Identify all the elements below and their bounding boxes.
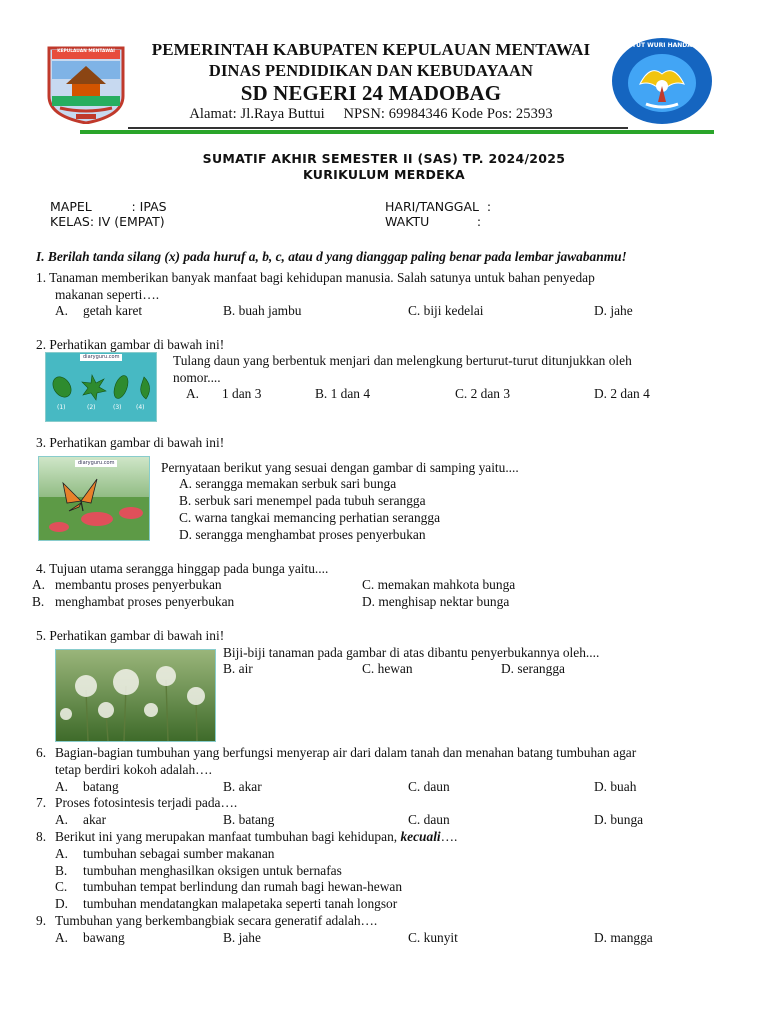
leaf-label-2: (2): [87, 404, 96, 411]
q6-line2: tetap berdiri kokoh adalah….: [55, 762, 212, 777]
q8-kecuali: kecuali: [400, 829, 441, 844]
q4-option-a-letter: A.: [32, 577, 46, 592]
q4-option-b: menghambat proses penyerbukan: [55, 594, 235, 609]
q3-option-d: D. serangga menghambat proses penyerbukan: [179, 527, 426, 542]
q8-option-d: tumbuhan mendatangkan malapetaka seperti tanah longsor: [83, 896, 398, 911]
q2-option-b: B. 1 dan 4: [315, 386, 371, 401]
q3-text: Pernyataan berikut yang sesuai dengan gambar di samping yaitu....: [161, 460, 519, 475]
q1-option-d: D. jahe: [594, 303, 633, 318]
q2-text-line1: Tulang daun yang berbentuk menjari dan melengkung berturut-turut ditunjukkan oleh: [173, 353, 632, 368]
dandelion-image: [55, 649, 216, 742]
q2-option-d: D. 2 dan 4: [594, 386, 650, 401]
q4-option-b-letter: B.: [32, 594, 45, 609]
q6-option-b: B. akar: [223, 779, 262, 794]
tut-wuri-handayani-text: TUT WURI HANDAYANI: [632, 42, 707, 49]
header-line-1: PEMERINTAH KABUPATEN KEPULAUAN MENTAWAI: [151, 40, 591, 59]
q9-option-a: bawang: [83, 930, 125, 945]
q4-option-d: D. menghisap nektar bunga: [362, 594, 510, 609]
q5-text: Biji-biji tanaman pada gambar di atas dibantu penyerbukannya oleh....: [223, 645, 600, 660]
instruction: I. Berilah tanda silang (x) pada huruf a, b, c, atau d yang dianggap paling benar pada lembar jawabanmu!: [36, 249, 627, 264]
q8-number: 8.: [36, 829, 47, 844]
q8-option-b-letter: B.: [55, 863, 68, 878]
q8-option-c: tumbuhan tempat berlindung dan rumah bagi hewan-hewan: [83, 879, 403, 894]
waktu-field: WAKTU :: [385, 214, 482, 229]
q7-number: 7.: [36, 795, 47, 810]
q7-option-d: D. bunga: [594, 812, 644, 827]
exam-subtitle: KURIKULUM MERDEKA: [303, 167, 465, 182]
q7-option-a: akar: [83, 812, 107, 827]
regency-logo: [46, 44, 126, 124]
q3-option-a: A. serangga memakan serbuk sari bunga: [179, 476, 397, 491]
q8-option-d-letter: D.: [55, 896, 69, 911]
q1-option-b: B. buah jambu: [223, 303, 302, 318]
q2-option-a-letter: A.: [186, 386, 200, 401]
q6-line1: Bagian-bagian tumbuhan yang berfungsi menyerap air dari dalam tanah dan menahan batang tumbuhan agar: [55, 745, 637, 760]
q1-line1: 1. Tanaman memberikan banyak manfaat bagi kehidupan manusia. Salah satunya untuk bahan penyedap: [36, 270, 595, 285]
q6-option-a: batang: [83, 779, 119, 794]
header-rule-green: [80, 130, 714, 134]
q1-option-a-letter: A.: [55, 303, 69, 318]
q7-option-c: C. daun: [408, 812, 450, 827]
q1-option-c: C. biji kedelai: [408, 303, 484, 318]
header-rule-dark: [128, 127, 628, 129]
q9-option-a-letter: A.: [55, 930, 69, 945]
letterhead: [0, 0, 768, 140]
school-address: Alamat: Jl.Raya Buttui NPSN: 69984346 Kode Pos: 25393: [189, 106, 553, 122]
tut-wuri-handayani-logo: [610, 36, 714, 126]
q8-text: Berikut ini yang merupakan manfaat tumbuhan bagi kehidupan,: [55, 829, 398, 844]
leaf-venation-image: [45, 352, 157, 422]
q4-option-a: membantu proses penyerbukan: [55, 577, 222, 592]
q9-option-d: D. mangga: [594, 930, 653, 945]
kelas-field: KELAS: IV (EMPAT): [50, 214, 165, 229]
q7-line1: Proses fotosintesis terjadi pada….: [55, 795, 238, 810]
q4-line1: 4. Tujuan utama serangga hinggap pada bunga yaitu....: [36, 561, 329, 576]
q8-line1: [55, 828, 457, 845]
leaf-label-1: (1): [57, 404, 66, 411]
q3-option-c: C. warna tangkai memancing perhatian serangga: [179, 510, 441, 525]
q7-option-a-letter: A.: [55, 812, 69, 827]
q2-option-a: 1 dan 3: [222, 386, 262, 401]
q5-option-b: B. air: [223, 661, 253, 676]
q2-line1: 2. Perhatikan gambar di bawah ini!: [36, 337, 225, 352]
q8-option-c-letter: C.: [55, 879, 68, 894]
q8-option-a: tumbuhan sebagai sumber makanan: [83, 846, 275, 861]
q8-option-a-letter: A.: [55, 846, 69, 861]
exam-title: SUMATIF AKHIR SEMESTER II (SAS) TP. 2024/2025: [202, 151, 566, 166]
q6-option-d: D. buah: [594, 779, 637, 794]
q8-tail: ….: [440, 829, 458, 844]
q1-line2: makanan seperti….: [55, 287, 160, 302]
q4-option-c: C. memakan mahkota bunga: [362, 577, 516, 592]
q7-option-b: B. batang: [223, 812, 275, 827]
q9-line1: Tumbuhan yang berkembangbiak secara generatif adalah….: [55, 913, 378, 928]
q1-option-a: getah karet: [83, 303, 143, 318]
q2-option-c: C. 2 dan 3: [455, 386, 511, 401]
q5-option-c: C. hewan: [362, 661, 413, 676]
hari-tanggal-field: HARI/TANGGAL :: [385, 199, 492, 214]
q5-line1: 5. Perhatikan gambar di bawah ini!: [36, 628, 225, 643]
q6-option-a-letter: A.: [55, 779, 69, 794]
q6-option-c: C. daun: [408, 779, 450, 794]
image-watermark: diaryguru.com: [75, 460, 117, 467]
q9-option-c: C. kunyit: [408, 930, 458, 945]
header-line-2: DINAS PENDIDIKAN DAN KEBUDAYAAN: [208, 61, 534, 80]
butterfly-flower-image: [38, 456, 150, 541]
q6-number: 6.: [36, 745, 47, 760]
leaf-label-4: (4): [136, 404, 145, 411]
mapel-field: MAPEL : IPAS: [50, 199, 167, 214]
leaf-label-3: (3): [113, 404, 122, 411]
q9-option-b: B. jahe: [223, 930, 261, 945]
regency-logo-text: KEPULAUAN MENTAWAI: [57, 49, 115, 54]
q2-text-line2: nomor....: [173, 370, 221, 385]
q8-option-b: tumbuhan menghasilkan oksigen untuk bernafas: [83, 863, 342, 878]
q3-line1: 3. Perhatikan gambar di bawah ini!: [36, 435, 225, 450]
q3-option-b: B. serbuk sari menempel pada tubuh serangga: [179, 493, 426, 508]
q5-option-d: D. serangga: [501, 661, 565, 676]
school-name: SD NEGERI 24 MADOBAG: [240, 81, 502, 105]
q9-number: 9.: [36, 913, 47, 928]
image-watermark: diaryguru.com: [80, 354, 122, 361]
